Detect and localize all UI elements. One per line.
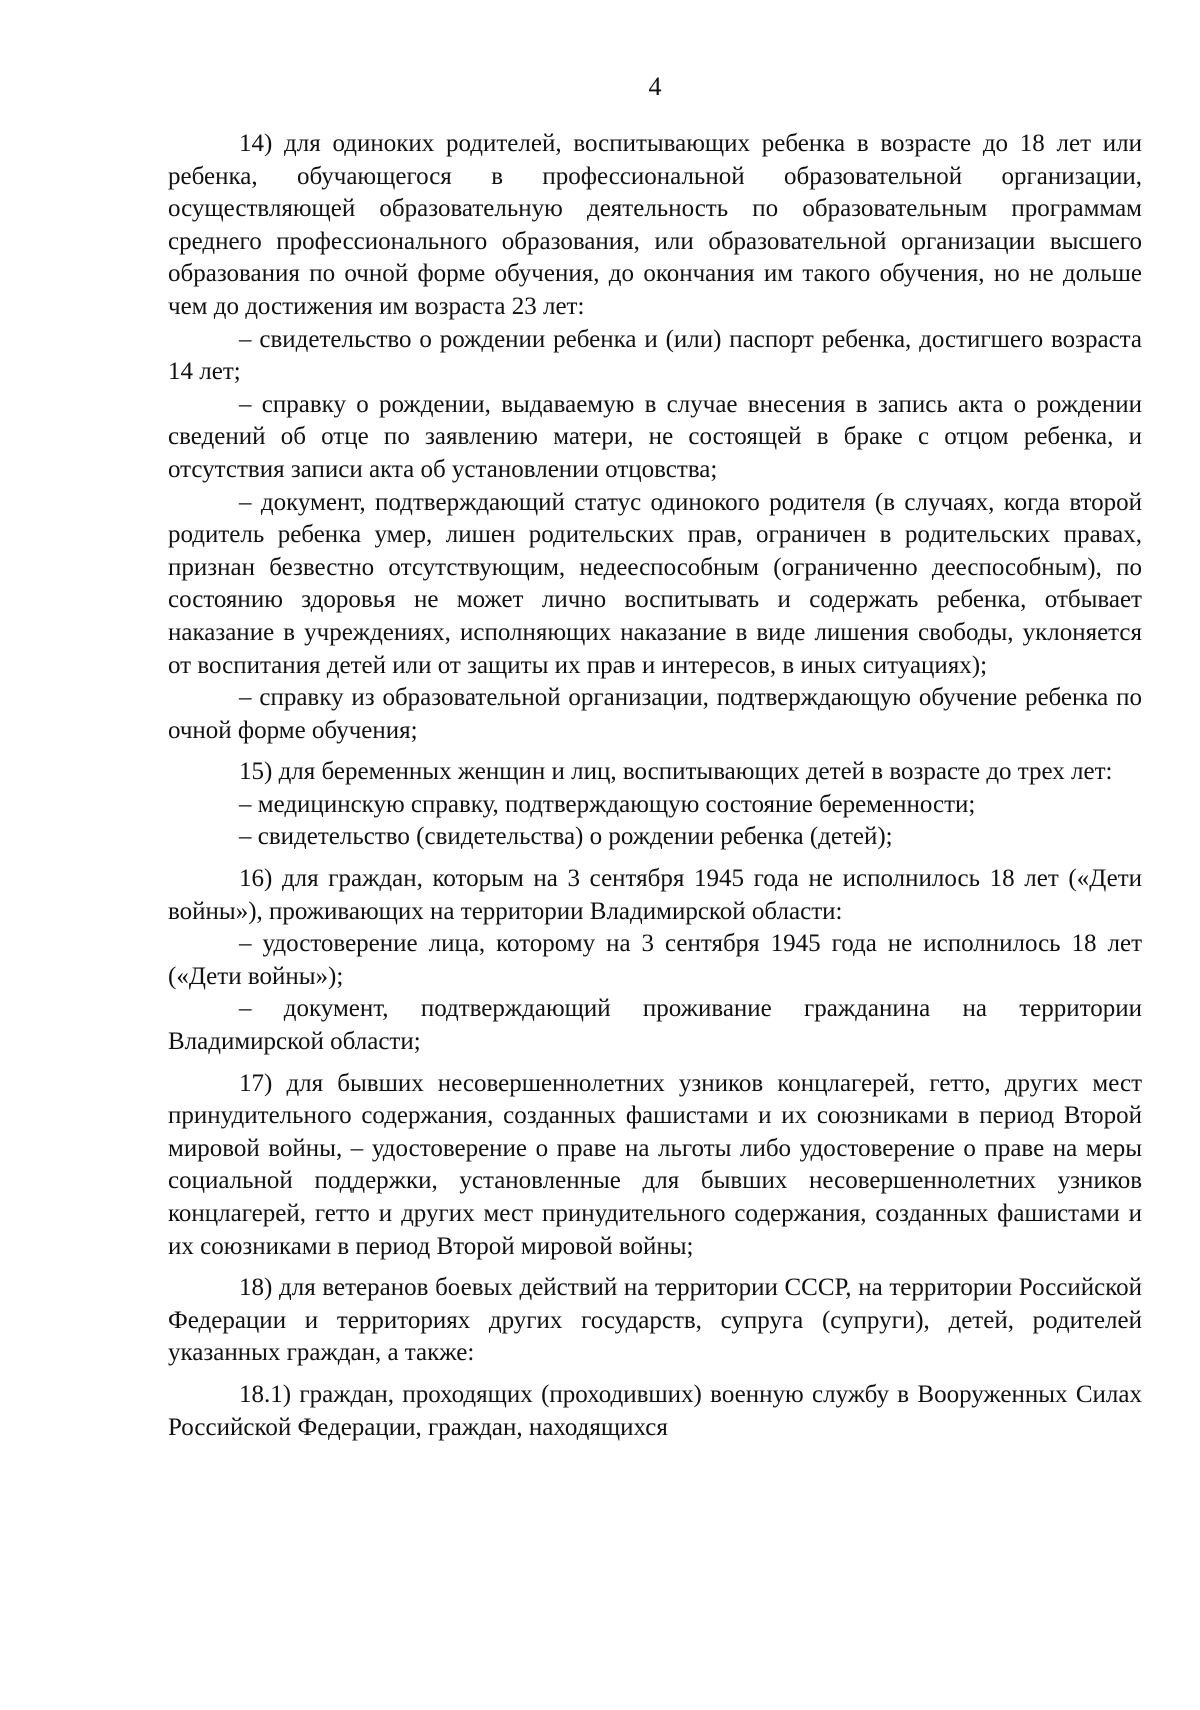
item-14-paragraph: 14) для одиноких родителей, воспитывающих ребенка в возрасте до 18 лет или ребенка, обучающегося в профессиональной образовательной организации, осуществляющей образовательную деятельность по образовательным программам среднего профессионального образования, или образовательной организации высшего образования по очной форме обучения, до окончания им такого обучения, но не дольше чем до достижения им возраста 23 лет: bbox=[168, 130, 1142, 320]
item-17-paragraph: 17) для бывших несовершеннолетних узников концлагерей, гетто, других мест принудительного содержания, созданных фашистами и их союзниками в период Второй мировой войны, – удостоверение о праве на льготы либо удостоверение о праве на меры социальной поддержки, установленные для бывших несовершеннолетних узников концлагерей, гетто и других мест принудительного содержания, созданных фашистами и их союзниками в период Второй мировой войны; bbox=[168, 1069, 1142, 1260]
item-14-single-parent-status-paragraph: – документ, подтверждающий статус одинокого родителя (в случаях, когда второй родитель ребенка умер, лишен родительских прав, ограничен в родительских правах, признан безвестно отсутствующим, недееспособным (ограниченно дееспособным), по состоянию здоровья не может лично воспитывать и содержать ребенка, отбывает наказание в учреждениях, исполняющих наказание в виде лишения свободы, уклоняется от воспитания детей или от защиты их прав и интересов, в иных ситуациях); bbox=[168, 488, 1142, 679]
item-15-birth-certificates-paragraph: – свидетельство (свидетельства) о рождении ребенка (детей); bbox=[239, 823, 893, 851]
item-14-birth-certificate-note-paragraph: – справку о рождении, выдаваемую в случае внесения в запись акта о рождении сведений об отце по заявлению матери, не состоящей в браке с отцом ребенка, и отсутствия записи акта об установлении отцовства; bbox=[168, 390, 1142, 483]
page-number: 4 bbox=[648, 72, 662, 101]
item-18-paragraph: 18) для ветеранов боевых действий на территории СССР, на территории Российской Федерации и территориях других государств, супруга (супруги), детей, родителей указанных граждан, а также: bbox=[168, 1274, 1142, 1367]
document-body bbox=[168, 128, 1142, 1444]
item-14-birth-certificate-paragraph: – свидетельство о рождении ребенка и (или) паспорт ребенка, достигшего возраста 14 лет; bbox=[168, 325, 1142, 386]
item-16-residence-document-paragraph: – документ, подтверждающий проживание гражданина на территории Владимирской области; bbox=[168, 995, 1142, 1056]
item-16-certificate-paragraph: – удостоверение лица, которому на 3 сентября 1945 года не исполнилось 18 лет («Дети войны»); bbox=[168, 930, 1142, 990]
item-18-1-paragraph: 18.1) граждан, проходящих (проходивших) военную службу в Вооруженных Силах Российской Федерации, граждан, находящихся bbox=[168, 1380, 1142, 1441]
item-14-education-certificate-paragraph: – справку из образовательной организации, подтверждающую обучение ребенка по очной форме обучения; bbox=[168, 684, 1142, 744]
item-15-paragraph: 15) для беременных женщин и лиц, воспитывающих детей в возрасте до трех лет: bbox=[239, 758, 1113, 786]
item-16-paragraph: 16) для граждан, которым на 3 сентября 1945 года не исполнилось 18 лет («Дети войны»), проживающих на территории Владимирской области: bbox=[168, 865, 1142, 925]
item-15-medical-certificate-paragraph: – медицинскую справку, подтверждающую состояние беременности; bbox=[239, 790, 976, 818]
